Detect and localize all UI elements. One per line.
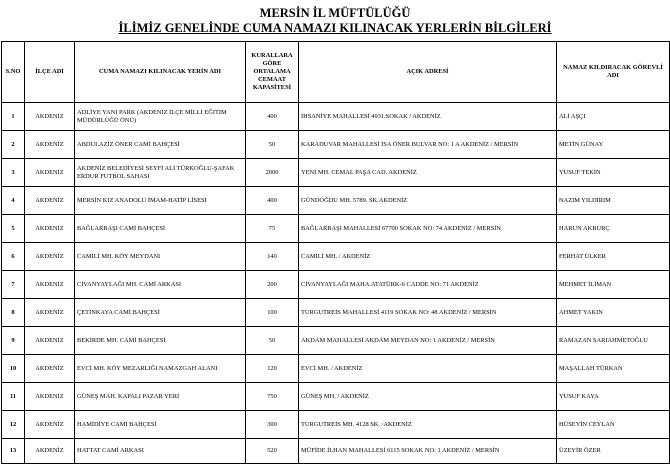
cell-kapasite: 100 [246, 299, 299, 327]
table-row [2, 299, 670, 327]
table-row [2, 159, 670, 187]
cell-no: 8 [2, 299, 25, 327]
cell-gorevli: MAŞALLAH TÜRKAN [557, 355, 670, 383]
cell-kapasite: 75 [246, 215, 299, 243]
cell-gorevli: RAMAZAN SARIAHMETOĞLU [557, 327, 670, 355]
cell-gorevli: AHMET YAKIN [557, 299, 670, 327]
document-subtitle: İLİMİZ GENELİNDE CUMA NAMAZI KILINACAK YERLERİN BİLGİLERİ [118, 21, 552, 35]
cell-gorevli: METİN GÜNAY [557, 131, 670, 159]
cell-yer: EVCİ MH. KÖY MEZARLIĞI NAMAZGAH ALANI [75, 355, 246, 383]
cell-gorevli: HÜSEYİN CEYLAN [557, 411, 670, 439]
cell-adres: CİVANYAYLAĞI MAHA.ATATÜRK-6 CADDE NO: 71 AKDENİZ [299, 271, 557, 299]
cell-adres: BAĞLARBAŞI MAHALLESİ 67700 SOKAK NO: 74 AKDENİZ / MERSİN [299, 215, 557, 243]
cell-gorevli: YUSUF KAYA [557, 383, 670, 411]
cell-ilce: AKDENİZ [25, 411, 75, 439]
table-row [2, 411, 670, 439]
cell-kapasite: 300 [246, 411, 299, 439]
cell-ilce: AKDENİZ [25, 243, 75, 271]
cell-gorevli: NAZIM YILDIRIM [557, 187, 670, 215]
cell-adres: GÜNEŞ MH. / AKDENİZ [299, 383, 557, 411]
table-row [2, 383, 670, 411]
cell-adres: MÜFİDE İLHAN MAHALLESİ 6115 SOKAK NO: 1 AKDENİZ / MERSİN [299, 439, 557, 464]
cell-gorevli: HARUN AKBURÇ [557, 215, 670, 243]
cell-yer: GÜNEŞ MAH. KAPALI PAZAR YERİ [75, 383, 246, 411]
cell-no: 11 [2, 383, 25, 411]
cell-no: 9 [2, 327, 25, 355]
cell-kapasite: 2000 [246, 159, 299, 187]
cell-ilce: AKDENİZ [25, 327, 75, 355]
cell-adres: TURGUTREİS MH. 4128 SK. /AKDENİZ [299, 411, 557, 439]
cell-no: 13 [2, 439, 25, 464]
cell-no: 4 [2, 187, 25, 215]
header-yer: CUMA NAMAZI KILINACAK YERİN ADI [75, 42, 246, 103]
cell-no: 10 [2, 355, 25, 383]
cell-yer: CAMİLİ MH. KÖY MEYDANI [75, 243, 246, 271]
cell-adres: TURGUTREİS MAHALLESİ 4119 SOKAK NO: 48 AKDENİZ / MERSİN [299, 299, 557, 327]
cell-ilce: AKDENİZ [25, 299, 75, 327]
cell-yer: HATTAT CAMİ ARKASI [75, 439, 246, 464]
header-adres: AÇIK ADRESİ [299, 42, 557, 103]
cell-gorevli: YUSUF TEKİN [557, 159, 670, 187]
cell-gorevli: ÜZEYİR ÖZER [557, 439, 670, 464]
table-row [2, 327, 670, 355]
cell-adres: GÜNDOĞDU MH. 5789. SK.AKDENİZ [299, 187, 557, 215]
cell-ilce: AKDENİZ [25, 103, 75, 131]
cell-ilce: AKDENİZ [25, 355, 75, 383]
document-title: MERSİN İL MÜFTÜLÜĞÜ [259, 6, 411, 20]
header-gorevli: NAMAZ KILDIRACAK GÖREVLİ ADI [557, 42, 670, 103]
cell-yer: ADLİYE YANI PARK (AKDENİZ İLÇE MİLLİ EĞİTİM MÜDÜRLÜĞÜ ÖNÜ) [75, 103, 246, 131]
header-ilce: İLÇE ADI [25, 42, 75, 103]
cell-adres: EVCİ MH. / AKDENİZ [299, 355, 557, 383]
table-row [2, 103, 670, 131]
mosque-table [1, 41, 670, 464]
table-row [2, 187, 670, 215]
cell-ilce: AKDENİZ [25, 215, 75, 243]
cell-gorevli: ALİ AŞÇI [557, 103, 670, 131]
cell-yer: CİVANYAYLAĞI MH. CAMİ ARKASI [75, 271, 246, 299]
cell-yer: BAĞLARBAŞI CAMİ BAHÇESİ [75, 215, 246, 243]
cell-no: 3 [2, 159, 25, 187]
header-row [2, 42, 670, 103]
cell-ilce: AKDENİZ [25, 383, 75, 411]
cell-kapasite: 400 [246, 103, 299, 131]
cell-yer: ÇETİNKAYA CAMİ BAHÇESİ [75, 299, 246, 327]
table-row [2, 271, 670, 299]
cell-no: 1 [2, 103, 25, 131]
cell-adres: AKDAM MAHALLESİ AKDAM MEYDAN NO: 1 AKDENİZ / MERSİN [299, 327, 557, 355]
cell-no: 6 [2, 243, 25, 271]
table-row [2, 243, 670, 271]
cell-kapasite: 520 [246, 439, 299, 464]
cell-kapasite: 200 [246, 271, 299, 299]
cell-gorevli: FERHAT ÜLKER [557, 243, 670, 271]
cell-no: 7 [2, 271, 25, 299]
cell-adres: YENİ MH. CEMAL PAŞA CAD. AKDENİZ [299, 159, 557, 187]
cell-kapasite: 140 [246, 243, 299, 271]
cell-no: 5 [2, 215, 25, 243]
cell-ilce: AKDENİZ [25, 131, 75, 159]
cell-ilce: AKDENİZ [25, 271, 75, 299]
cell-kapasite: 400 [246, 187, 299, 215]
cell-kapasite: 120 [246, 355, 299, 383]
header-kapasite: KURALLARA GÖRE ORTALAMA CEMAAT KAPASİTESİ [246, 42, 299, 103]
cell-yer: HAMİDİYE CAMİ BAHÇESİ [75, 411, 246, 439]
cell-yer: ABDULAZİZ ÖNER CAMİ BAHÇESİ [75, 131, 246, 159]
cell-adres: İHSANİYE MAHALLESİ 4931.SOKAK / AKDENİZ [299, 103, 557, 131]
cell-adres: CAMİLİ MH. / AKDENİZ [299, 243, 557, 271]
table-row [2, 355, 670, 383]
cell-no: 12 [2, 411, 25, 439]
header-no: S.NO [2, 42, 25, 103]
cell-ilce: AKDENİZ [25, 187, 75, 215]
cell-yer: AKDENİZ BELEDİYESİ SEYFİ ALİ TÜRKOĞLU-ŞAFAK ERDUR FUTBOL SAHASI [75, 159, 246, 187]
cell-yer: BEKİRDE MH. CAMİ BAHÇESİ [75, 327, 246, 355]
table-row [2, 439, 670, 464]
cell-ilce: AKDENİZ [25, 439, 75, 464]
cell-gorevli: MEHMET İLİMAN [557, 271, 670, 299]
cell-no: 2 [2, 131, 25, 159]
cell-yer: MERSİN KIZ ANADOLU İMAM-HATİP LİSESİ [75, 187, 246, 215]
cell-kapasite: 750 [246, 383, 299, 411]
cell-adres: KARADUVAR MAHALLESİ İSA ÖNER BULVAR NO: 1 A AKDENİZ / MERSİN [299, 131, 557, 159]
table-row [2, 131, 670, 159]
cell-kapasite: 50 [246, 131, 299, 159]
cell-ilce: AKDENİZ [25, 159, 75, 187]
table-row [2, 215, 670, 243]
cell-kapasite: 50 [246, 327, 299, 355]
